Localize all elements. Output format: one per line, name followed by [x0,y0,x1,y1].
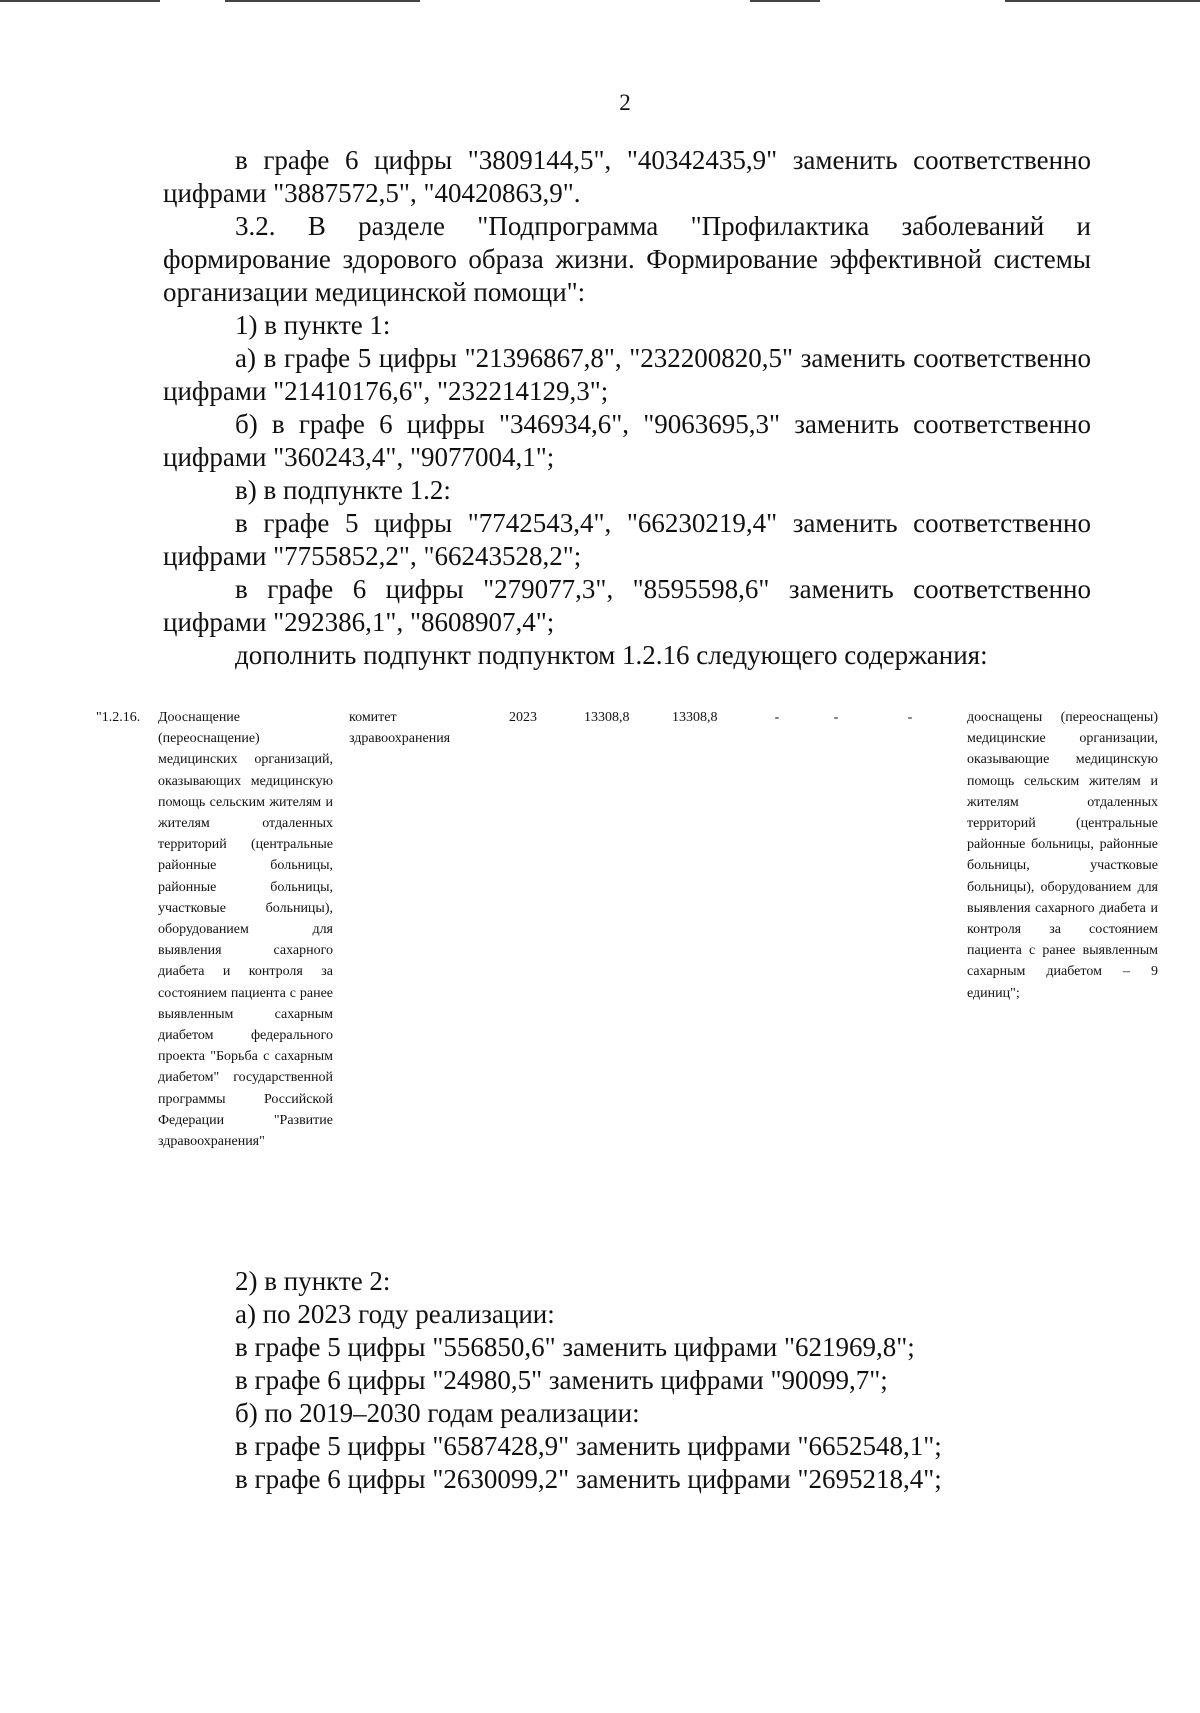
empty-value: - [833,710,839,725]
amendment-tail [235,1265,1135,1496]
tail-line: в графе 6 цифры "24980,5" заменить цифрами "90099,7"; [235,1365,888,1395]
value-total: 13308,8 [584,710,630,725]
paragraph: в графе 6 цифры "279077,3", "8595598,6" заменить соответственно цифрами "292386,1", "8608907,4"; [163,574,1091,637]
year: 2023 [509,710,537,725]
tail-line: а) по 2023 году реализации: [235,1299,555,1329]
scan-edge-line [1005,0,1200,2]
paragraph: дополнить подпункт подпунктом 1.2.16 следующего содержания: [235,640,988,670]
expected-result: дооснащены (переоснащены) медицинские организации, оказывающие медицинскую помощь сельским жителям и жителям отдаленных территорий (центральные районные больницы, районные больницы, участковые больницы), оборудованием для выявления сахарного диабета и контроля за состоянием пациента с ранее выявленным сахарным диабетом – 9 единиц"; [967,710,1158,1001]
row-number: "1.2.16. [96,710,141,725]
value-region: 13308,8 [672,710,718,725]
empty-value: - [907,710,913,725]
empty-value: - [774,710,780,725]
amendment-text [163,144,1091,672]
tail-line: в графе 6 цифры "2630099,2" заменить цифрами "2695218,4"; [235,1464,942,1494]
tail-line: б) по 2019–2030 годам реализации: [235,1398,640,1428]
paragraph: б) в графе 6 цифры "346934,6", "9063695,3" заменить соответственно цифрами "360243,4", "9077004,1"; [163,409,1091,472]
paragraph: 3.2. В разделе "Подпрограмма "Профилактика заболеваний и формирование здорового образа жизни. Формирование эффективной системы организации медицинской помощи": [163,211,1091,307]
paragraph: в) в подпункте 1.2: [235,475,451,505]
scan-edge-line [750,0,820,2]
tail-line: 2) в пункте 2: [235,1266,391,1296]
paragraph: в графе 5 цифры "7742543,4", "66230219,4" заменить соответственно цифрами "7755852,2", "66243528,2"; [163,508,1091,571]
tail-line: в графе 5 цифры "6587428,9" заменить цифрами "6652548,1"; [235,1431,942,1461]
paragraph: в графе 6 цифры "3809144,5", "40342435,9" заменить соответственно цифрами "3887572,5", "40420863,9". [163,145,1091,208]
tail-line: в графе 5 цифры "556850,6" заменить цифрами "621969,8"; [235,1332,915,1362]
scan-edge-line [0,0,160,2]
scan-edge-line [225,0,420,2]
paragraph: 1) в пункте 1: [235,310,391,340]
activity-name: Дооснащение (переоснащение) медицинских организаций, оказывающих медицинскую помощь сельским жителям и жителям отдаленных территорий (центральные районные больницы, районные больницы, участковые больницы), оборудованием для выявления сахарного диабета и контроля за состоянием пациента с ранее выявленным сахарным диабетом федерального проекта "Борьба с сахарным диабетом" государственной программы Российской Федерации "Развитие здравоохранения" [158,710,333,1150]
executor: комитет здравоохранения [349,710,451,747]
paragraph: а) в графе 5 цифры "21396867,8", "232200820,5" заменить соответственно цифрами "21410176,6", "232214129,3"; [163,343,1091,406]
page-number: 2 [619,90,631,115]
